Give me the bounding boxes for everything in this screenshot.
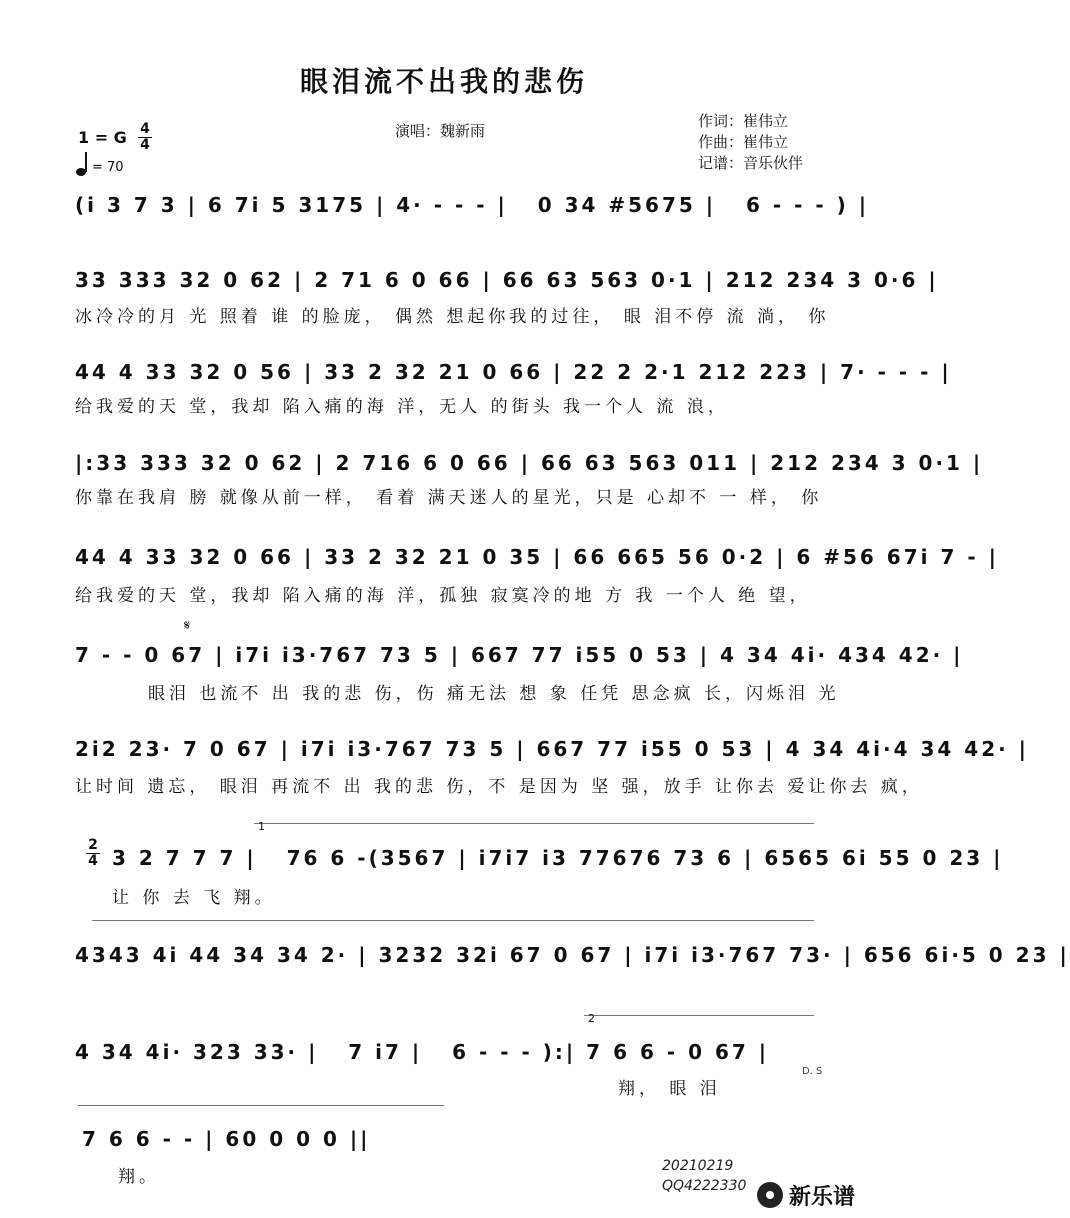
lyric-row-7: 让时间 遗忘， 眼泪 再流不 出 我的悲 伤，不 是因为 坚 强，放手 让你去 爱让你去 疯， [75, 777, 923, 797]
notation-row-5: 44 4 33 32 0 66 | 33 2 32 21 0 35 | 66 665 56 0·2 | 6 #56 67i 7 - | [75, 545, 999, 569]
lyric-row-10: 翔， 眼 泪 [618, 1079, 721, 1099]
volta-number-1: 1 [258, 820, 265, 833]
date-stamp: 20210219 [662, 1158, 734, 1174]
notation-row-7: 2i2 23· 7 0 67 | i7i i3·767 73 5 | 667 77 i55 0 53 | 4 34 4i·4 34 42· | [75, 737, 1029, 761]
notation-row-2: 33 333 32 0 62 | 2 71 6 0 66 | 66 63 563 0·1 | 212 234 3 0·6 | [75, 268, 939, 292]
lyric-row-2: 冰冷冷的月 光 照着 谁 的脸庞， 偶然 想起你我的过往， 眼 泪不停 流 淌， 你 [75, 307, 830, 327]
lyric-row-11: 翔。 [118, 1167, 160, 1187]
ds-marking: D. S [802, 1066, 823, 1077]
notation-row-3: 44 4 33 32 0 56 | 33 2 32 21 0 66 | 22 2 2·1 212 223 | 7· - - - | [75, 360, 952, 384]
qq-number: QQ4222330 [662, 1178, 747, 1194]
tempo-marking: = 70 [92, 160, 124, 175]
lyric-row-6: 眼泪 也流不 出 我的悲 伤，伤 痛无法 想 象 任凭 思念疯 长，闪烁泪 光 [148, 684, 840, 704]
notation-row-9: 4343 4i 44 34 34 2· | 3232 32i 67 0 67 | i7i i3·767 73· | 656 6i·5 0 23 | [75, 943, 1070, 967]
notation-row-1: (i 3 7 3 | 6 7i 5 3175 | 4· - - - | 0 34 #5675 | 6 - - - ) | [75, 193, 870, 217]
notation-row-6: 7 - - 0 67 | i7i i3·767 73 5 | 667 77 i55 0 53 | 4 34 4i· 434 42· | [75, 643, 964, 667]
lyric-row-8: 让 你 去 飞 翔。 [112, 888, 276, 908]
volta-number-2: 2 [588, 1012, 595, 1025]
coda-bracket [78, 1105, 444, 1106]
time-signature-2-4: 2 4 [86, 838, 100, 869]
note-stem [85, 152, 87, 172]
lyric-row-3: 给我爱的天 堂，我却 陷入痛的海 洋，无人 的街头 我一个人 流 浪， [75, 397, 729, 417]
key-signature: 1 = G [78, 128, 127, 147]
volta-bracket-2 [584, 1015, 814, 1016]
composer-credit: 作曲：崔伟立 [698, 133, 789, 151]
lyricist-credit: 作词：崔伟立 [698, 112, 789, 130]
singer-credit: 演唱：魏新雨 [395, 122, 486, 140]
volta-bracket-1 [254, 823, 814, 824]
notation-row-4: |:33 333 32 0 62 | 2 716 6 0 66 | 66 63 563 011 | 212 234 3 0·1 | [75, 451, 984, 475]
transcriber-credit: 记谱：音乐伙伴 [698, 154, 804, 172]
time-signature: 4 4 [138, 122, 152, 153]
lyric-row-5: 给我爱的天 堂，我却 陷入痛的海 洋，孤独 寂寞冷的地 方 我 一个人 绝 望， [75, 586, 811, 606]
notation-row-8: 3 2 7 7 7 | 76 6 -(3567 | i7i7 i3 77676 73 6 | 6565 6i 55 0 23 | [112, 846, 1004, 870]
site-logo: 新乐谱 [757, 1180, 877, 1210]
notation-row-10: 4 34 4i· 323 33· | 7 i7 | 6 - - - ):| 7 6 6 - 0 67 | [75, 1040, 770, 1064]
section-divider [92, 920, 814, 921]
notation-row-11: 7 6 6 - - | 60 0 0 0 || [82, 1127, 371, 1151]
segno-icon: 𝄋 [184, 618, 191, 634]
score-title: 眼泪流不出我的悲伤 [299, 65, 588, 98]
disc-icon [757, 1182, 783, 1208]
lyric-row-4: 你靠在我肩 膀 就像从前一样， 看着 满天迷人的星光，只是 心却不 一 样， 你 [75, 488, 823, 508]
